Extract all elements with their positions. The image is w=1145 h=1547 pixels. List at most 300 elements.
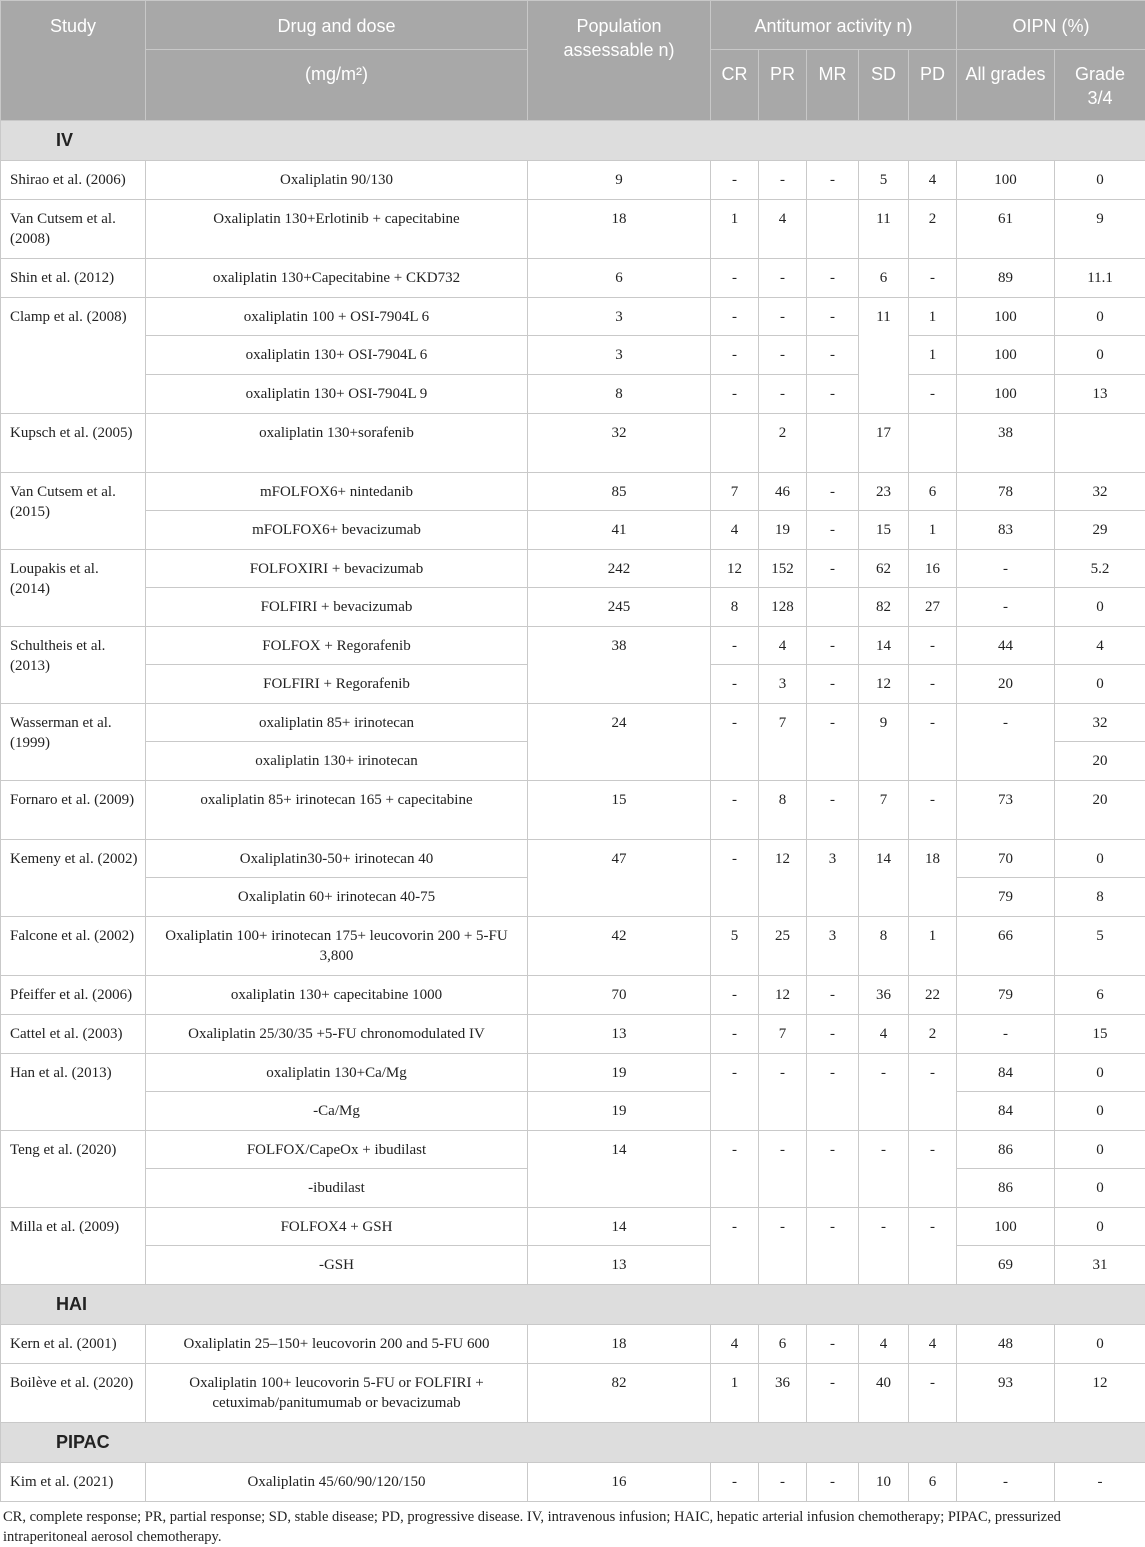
drug-dose-cell: FOLFOXIRI + bevacizumab bbox=[146, 550, 528, 588]
pr-cell: - bbox=[759, 1054, 807, 1131]
study-cell: Kim et al. (2021) bbox=[1, 1463, 146, 1502]
cr-cell: 1 bbox=[711, 200, 759, 259]
section-row-iv bbox=[1, 121, 1145, 161]
col-header-pr: PR bbox=[759, 50, 807, 121]
population-cell: 38 bbox=[528, 627, 711, 704]
drug-dose-cell: Oxaliplatin 60+ irinotecan 40-75 bbox=[146, 878, 528, 917]
oipn-all-grades-cell: 79 bbox=[957, 878, 1055, 917]
table-row bbox=[1, 1054, 1145, 1092]
pr-cell: - bbox=[759, 336, 807, 375]
sd-cell: 23 bbox=[859, 473, 909, 511]
cr-cell: - bbox=[711, 781, 759, 840]
table-row bbox=[1, 704, 1145, 742]
pr-cell: 12 bbox=[759, 976, 807, 1015]
sd-cell: 9 bbox=[859, 704, 909, 781]
population-cell: 3 bbox=[528, 298, 711, 336]
population-cell: 18 bbox=[528, 1325, 711, 1364]
table-row bbox=[1, 336, 1145, 375]
oipn-all-grades-cell: 70 bbox=[957, 840, 1055, 878]
table-row bbox=[1, 550, 1145, 588]
oipn-all-grades-cell: 100 bbox=[957, 336, 1055, 375]
mr-cell: 3 bbox=[807, 840, 859, 917]
mr-cell: - bbox=[807, 781, 859, 840]
pd-cell: 16 bbox=[909, 550, 957, 588]
table-row bbox=[1, 1246, 1145, 1285]
pd-cell: - bbox=[909, 704, 957, 781]
cr-cell: 5 bbox=[711, 917, 759, 976]
drug-dose-cell: -ibudilast bbox=[146, 1169, 528, 1208]
pr-cell: 152 bbox=[759, 550, 807, 588]
study-cell: Van Cutsem et al. (2015) bbox=[1, 473, 146, 550]
section-label: PIPAC bbox=[1, 1423, 1145, 1463]
pr-cell: - bbox=[759, 375, 807, 414]
oipn-grade34-cell: 0 bbox=[1055, 1131, 1145, 1169]
mr-cell: - bbox=[807, 1325, 859, 1364]
cr-cell: - bbox=[711, 161, 759, 200]
drug-dose-cell: FOLFOX4 + GSH bbox=[146, 1208, 528, 1246]
pd-cell: 2 bbox=[909, 200, 957, 259]
pd-cell bbox=[909, 414, 957, 473]
drug-dose-cell: oxaliplatin 130+ capecitabine 1000 bbox=[146, 976, 528, 1015]
pd-cell: 6 bbox=[909, 1463, 957, 1502]
cr-cell: 4 bbox=[711, 1325, 759, 1364]
pd-cell: 1 bbox=[909, 336, 957, 375]
col-header-antitumor: Antitumor activity n) bbox=[711, 1, 957, 50]
oipn-grade34-cell: 0 bbox=[1055, 1169, 1145, 1208]
sd-cell: - bbox=[859, 1054, 909, 1131]
oipn-grade34-cell: 0 bbox=[1055, 161, 1145, 200]
table-body bbox=[1, 121, 1145, 1502]
drug-dose-cell: Oxaliplatin 25/30/35 +5-FU chronomodulated IV bbox=[146, 1015, 528, 1054]
col-header-sd: SD bbox=[859, 50, 909, 121]
cr-cell: - bbox=[711, 840, 759, 917]
table-row bbox=[1, 1463, 1145, 1502]
table-footnote: CR, complete response; PR, partial response; SD, stable disease; PD, progressive disease. IV, intravenous infusion; HAIC, hepatic arterial infusion chemotherapy; PIPAC, pressurized intraperitoneal aerosol chemotherapy. bbox=[0, 1507, 1123, 1547]
oipn-all-grades-cell: 100 bbox=[957, 1208, 1055, 1246]
oipn-all-grades-cell: - bbox=[957, 588, 1055, 627]
population-cell: 6 bbox=[528, 259, 711, 298]
table-row bbox=[1, 473, 1145, 511]
mr-cell: - bbox=[807, 1208, 859, 1285]
pr-cell: 7 bbox=[759, 1015, 807, 1054]
pr-cell: 6 bbox=[759, 1325, 807, 1364]
col-header-grade34: Grade 3/4 bbox=[1055, 50, 1145, 121]
sd-cell: 14 bbox=[859, 840, 909, 917]
population-cell: 41 bbox=[528, 511, 711, 550]
pd-cell: - bbox=[909, 375, 957, 414]
oipn-all-grades-cell: 84 bbox=[957, 1054, 1055, 1092]
section-row-hai bbox=[1, 1285, 1145, 1325]
cr-cell: - bbox=[711, 259, 759, 298]
population-cell: 85 bbox=[528, 473, 711, 511]
oipn-all-grades-cell: 100 bbox=[957, 375, 1055, 414]
sd-cell: 11 bbox=[859, 298, 909, 414]
sd-cell: - bbox=[859, 1131, 909, 1208]
table-row bbox=[1, 840, 1145, 878]
mr-cell: - bbox=[807, 161, 859, 200]
pr-cell: 8 bbox=[759, 781, 807, 840]
oipn-grade34-cell: - bbox=[1055, 1463, 1145, 1502]
oipn-all-grades-cell: 78 bbox=[957, 473, 1055, 511]
oipn-grade34-cell: 0 bbox=[1055, 336, 1145, 375]
mr-cell: - bbox=[807, 511, 859, 550]
cr-cell: - bbox=[711, 1015, 759, 1054]
oipn-all-grades-cell: - bbox=[957, 704, 1055, 781]
oipn-grade34-cell: 0 bbox=[1055, 1092, 1145, 1131]
sd-cell: 5 bbox=[859, 161, 909, 200]
pd-cell: - bbox=[909, 259, 957, 298]
drug-dose-cell: -GSH bbox=[146, 1246, 528, 1285]
sd-cell: 40 bbox=[859, 1364, 909, 1423]
table-row bbox=[1, 1092, 1145, 1131]
sd-cell: 62 bbox=[859, 550, 909, 588]
population-cell: 24 bbox=[528, 704, 711, 781]
pr-cell: - bbox=[759, 161, 807, 200]
mr-cell: - bbox=[807, 1054, 859, 1131]
drug-dose-cell: Oxaliplatin 100+ irinotecan 175+ leucovorin 200 + 5-FU 3,800 bbox=[146, 917, 528, 976]
population-cell: 19 bbox=[528, 1054, 711, 1092]
mr-cell: - bbox=[807, 336, 859, 375]
mr-cell: - bbox=[807, 1131, 859, 1208]
sd-cell: 82 bbox=[859, 588, 909, 627]
cr-cell: - bbox=[711, 1131, 759, 1208]
oipn-grade34-cell: 6 bbox=[1055, 976, 1145, 1015]
population-cell: 242 bbox=[528, 550, 711, 588]
oipn-grade34-cell: 15 bbox=[1055, 1015, 1145, 1054]
pd-cell: - bbox=[909, 627, 957, 665]
mr-cell bbox=[807, 200, 859, 259]
col-header-mr: MR bbox=[807, 50, 859, 121]
drug-dose-cell: FOLFOX/CapeOx + ibudilast bbox=[146, 1131, 528, 1169]
table-row bbox=[1, 1364, 1145, 1423]
pd-cell: - bbox=[909, 1208, 957, 1285]
study-cell: Cattel et al. (2003) bbox=[1, 1015, 146, 1054]
study-cell: Kupsch et al. (2005) bbox=[1, 414, 146, 473]
mr-cell: - bbox=[807, 627, 859, 665]
pr-cell: 46 bbox=[759, 473, 807, 511]
study-cell: Wasserman et al. (1999) bbox=[1, 704, 146, 781]
sd-cell: 36 bbox=[859, 976, 909, 1015]
drug-dose-cell: Oxaliplatin 90/130 bbox=[146, 161, 528, 200]
sd-cell: 6 bbox=[859, 259, 909, 298]
drug-dose-cell: Oxaliplatin 25–150+ leucovorin 200 and 5-FU 600 bbox=[146, 1325, 528, 1364]
oipn-grade34-cell: 20 bbox=[1055, 781, 1145, 840]
oipn-grade34-cell: 4 bbox=[1055, 627, 1145, 665]
study-cell: Teng et al. (2020) bbox=[1, 1131, 146, 1208]
oipn-grade34-cell: 0 bbox=[1055, 1208, 1145, 1246]
sd-cell: 14 bbox=[859, 627, 909, 665]
pr-cell: 7 bbox=[759, 704, 807, 781]
oipn-all-grades-cell: 73 bbox=[957, 781, 1055, 840]
pr-cell: 36 bbox=[759, 1364, 807, 1423]
table-row bbox=[1, 1208, 1145, 1246]
oipn-all-grades-cell: 38 bbox=[957, 414, 1055, 473]
cr-cell: - bbox=[711, 976, 759, 1015]
pr-cell: 25 bbox=[759, 917, 807, 976]
oipn-all-grades-cell: 89 bbox=[957, 259, 1055, 298]
oipn-grade34-cell: 5.2 bbox=[1055, 550, 1145, 588]
study-cell: Van Cutsem et al. (2008) bbox=[1, 200, 146, 259]
oipn-all-grades-cell: 20 bbox=[957, 665, 1055, 704]
table-row bbox=[1, 976, 1145, 1015]
table-row bbox=[1, 1015, 1145, 1054]
oipn-all-grades-cell: 48 bbox=[957, 1325, 1055, 1364]
oipn-all-grades-cell: 83 bbox=[957, 511, 1055, 550]
oipn-grade34-cell: 0 bbox=[1055, 665, 1145, 704]
cr-cell: 12 bbox=[711, 550, 759, 588]
oipn-all-grades-cell: 79 bbox=[957, 976, 1055, 1015]
pd-cell: - bbox=[909, 1131, 957, 1208]
cr-cell: - bbox=[711, 627, 759, 665]
oipn-all-grades-cell: 86 bbox=[957, 1169, 1055, 1208]
study-cell: Loupakis et al. (2014) bbox=[1, 550, 146, 627]
pr-cell: 19 bbox=[759, 511, 807, 550]
population-cell: 245 bbox=[528, 588, 711, 627]
table-row bbox=[1, 781, 1145, 840]
pd-cell: 22 bbox=[909, 976, 957, 1015]
pr-cell: - bbox=[759, 259, 807, 298]
cr-cell: - bbox=[711, 1208, 759, 1285]
sd-cell: 11 bbox=[859, 200, 909, 259]
pd-cell: 6 bbox=[909, 473, 957, 511]
oipn-all-grades-cell: 69 bbox=[957, 1246, 1055, 1285]
pr-cell: 3 bbox=[759, 665, 807, 704]
mr-cell: - bbox=[807, 704, 859, 781]
pd-cell: 27 bbox=[909, 588, 957, 627]
pr-cell: 2 bbox=[759, 414, 807, 473]
population-cell: 14 bbox=[528, 1131, 711, 1208]
drug-dose-cell: mFOLFOX6+ nintedanib bbox=[146, 473, 528, 511]
cr-cell: - bbox=[711, 1054, 759, 1131]
mr-cell: - bbox=[807, 550, 859, 588]
oipn-grade34-cell: 9 bbox=[1055, 200, 1145, 259]
population-cell: 8 bbox=[528, 375, 711, 414]
oipn-grade34-cell: 8 bbox=[1055, 878, 1145, 917]
sd-cell: 10 bbox=[859, 1463, 909, 1502]
oipn-all-grades-cell: 61 bbox=[957, 200, 1055, 259]
cr-cell: - bbox=[711, 336, 759, 375]
pr-cell: 12 bbox=[759, 840, 807, 917]
pd-cell: 1 bbox=[909, 298, 957, 336]
oipn-all-grades-cell: 44 bbox=[957, 627, 1055, 665]
mr-cell bbox=[807, 588, 859, 627]
oipn-all-grades-cell: 100 bbox=[957, 298, 1055, 336]
mr-cell: - bbox=[807, 298, 859, 336]
population-cell: 14 bbox=[528, 1208, 711, 1246]
pr-cell: - bbox=[759, 298, 807, 336]
drug-dose-cell: oxaliplatin 130+ irinotecan bbox=[146, 742, 528, 781]
table-row bbox=[1, 259, 1145, 298]
oipn-all-grades-cell: - bbox=[957, 550, 1055, 588]
cr-cell bbox=[711, 414, 759, 473]
oipn-grade34-cell: 11.1 bbox=[1055, 259, 1145, 298]
study-cell: Boilève et al. (2020) bbox=[1, 1364, 146, 1423]
population-cell: 42 bbox=[528, 917, 711, 976]
population-cell: 47 bbox=[528, 840, 711, 917]
oipn-all-grades-cell: - bbox=[957, 1015, 1055, 1054]
population-cell: 3 bbox=[528, 336, 711, 375]
cr-cell: 4 bbox=[711, 511, 759, 550]
pd-cell: - bbox=[909, 665, 957, 704]
drug-dose-cell: oxaliplatin 130+Capecitabine + CKD732 bbox=[146, 259, 528, 298]
drug-dose-cell: Oxaliplatin 130+Erlotinib + capecitabine bbox=[146, 200, 528, 259]
table-row bbox=[1, 161, 1145, 200]
oipn-grade34-cell bbox=[1055, 414, 1145, 473]
drug-dose-cell: oxaliplatin 85+ irinotecan 165 + capecitabine bbox=[146, 781, 528, 840]
mr-cell: - bbox=[807, 375, 859, 414]
population-cell: 32 bbox=[528, 414, 711, 473]
oipn-grade34-cell: 12 bbox=[1055, 1364, 1145, 1423]
col-header-cr: CR bbox=[711, 50, 759, 121]
oipn-grade34-cell: 0 bbox=[1055, 588, 1145, 627]
study-cell: Kemeny et al. (2002) bbox=[1, 840, 146, 917]
oipn-grade34-cell: 5 bbox=[1055, 917, 1145, 976]
cr-cell: - bbox=[711, 1463, 759, 1502]
oipn-all-grades-cell: 93 bbox=[957, 1364, 1055, 1423]
oipn-grade34-cell: 0 bbox=[1055, 840, 1145, 878]
cr-cell: - bbox=[711, 375, 759, 414]
cr-cell: 1 bbox=[711, 1364, 759, 1423]
table-row bbox=[1, 917, 1145, 976]
study-cell: Shirao et al. (2006) bbox=[1, 161, 146, 200]
population-cell: 13 bbox=[528, 1246, 711, 1285]
section-label: IV bbox=[1, 121, 1145, 161]
mr-cell bbox=[807, 414, 859, 473]
study-cell: Clamp et al. (2008) bbox=[1, 298, 146, 414]
population-cell: 19 bbox=[528, 1092, 711, 1131]
cr-cell: - bbox=[711, 704, 759, 781]
table-row bbox=[1, 200, 1145, 259]
pd-cell: 4 bbox=[909, 1325, 957, 1364]
mr-cell: - bbox=[807, 1364, 859, 1423]
drug-dose-cell: FOLFIRI + Regorafenib bbox=[146, 665, 528, 704]
pr-cell: 128 bbox=[759, 588, 807, 627]
drug-dose-cell: FOLFOX + Regorafenib bbox=[146, 627, 528, 665]
study-cell: Milla et al. (2009) bbox=[1, 1208, 146, 1285]
oipn-grade34-cell: 0 bbox=[1055, 1325, 1145, 1364]
drug-dose-cell: oxaliplatin 130+ OSI-7904L 6 bbox=[146, 336, 528, 375]
col-header-all-grades: All grades bbox=[957, 50, 1055, 121]
drug-dose-cell: mFOLFOX6+ bevacizumab bbox=[146, 511, 528, 550]
pd-cell: 18 bbox=[909, 840, 957, 917]
drug-dose-cell: -Ca/Mg bbox=[146, 1092, 528, 1131]
drug-dose-cell: Oxaliplatin 45/60/90/120/150 bbox=[146, 1463, 528, 1502]
drug-dose-cell: oxaliplatin 130+sorafenib bbox=[146, 414, 528, 473]
oipn-grade34-cell: 20 bbox=[1055, 742, 1145, 781]
sd-cell: 12 bbox=[859, 665, 909, 704]
drug-dose-cell: Oxaliplatin30-50+ irinotecan 40 bbox=[146, 840, 528, 878]
population-cell: 70 bbox=[528, 976, 711, 1015]
oipn-grade34-cell: 0 bbox=[1055, 1054, 1145, 1092]
col-header-pd: PD bbox=[909, 50, 957, 121]
sd-cell: 15 bbox=[859, 511, 909, 550]
table-row bbox=[1, 414, 1145, 473]
cr-cell: - bbox=[711, 298, 759, 336]
sd-cell: 17 bbox=[859, 414, 909, 473]
col-header-drug-dose-unit: (mg/m²) bbox=[146, 50, 528, 121]
pd-cell: 4 bbox=[909, 161, 957, 200]
study-cell: Han et al. (2013) bbox=[1, 1054, 146, 1131]
population-cell: 9 bbox=[528, 161, 711, 200]
table-row bbox=[1, 375, 1145, 414]
oipn-grade34-cell: 31 bbox=[1055, 1246, 1145, 1285]
mr-cell: 3 bbox=[807, 917, 859, 976]
sd-cell: 7 bbox=[859, 781, 909, 840]
oipn-all-grades-cell: 66 bbox=[957, 917, 1055, 976]
table-row bbox=[1, 588, 1145, 627]
population-cell: 82 bbox=[528, 1364, 711, 1423]
study-cell: Schultheis et al. (2013) bbox=[1, 627, 146, 704]
drug-dose-cell: Oxaliplatin 100+ leucovorin 5-FU or FOLFIRI + cetuximab/panitumumab or bevacizumab bbox=[146, 1364, 528, 1423]
table-row bbox=[1, 1325, 1145, 1364]
sd-cell: - bbox=[859, 1208, 909, 1285]
sd-cell: 8 bbox=[859, 917, 909, 976]
drug-dose-cell: oxaliplatin 130+Ca/Mg bbox=[146, 1054, 528, 1092]
table-row bbox=[1, 627, 1145, 665]
drug-dose-cell: oxaliplatin 130+ OSI-7904L 9 bbox=[146, 375, 528, 414]
sd-cell: 4 bbox=[859, 1325, 909, 1364]
mr-cell: - bbox=[807, 1015, 859, 1054]
pd-cell: 1 bbox=[909, 917, 957, 976]
drug-dose-cell: oxaliplatin 100 + OSI-7904L 6 bbox=[146, 298, 528, 336]
study-cell: Pfeiffer et al. (2006) bbox=[1, 976, 146, 1015]
pd-cell: - bbox=[909, 1364, 957, 1423]
cr-cell: - bbox=[711, 665, 759, 704]
section-label: HAI bbox=[1, 1285, 1145, 1325]
pr-cell: 4 bbox=[759, 627, 807, 665]
table-header bbox=[1, 1, 1145, 121]
pd-cell: - bbox=[909, 781, 957, 840]
oipn-grade34-cell: 32 bbox=[1055, 704, 1145, 742]
table-row bbox=[1, 298, 1145, 336]
col-header-drug-dose: Drug and dose bbox=[146, 1, 528, 50]
drug-dose-cell: oxaliplatin 85+ irinotecan bbox=[146, 704, 528, 742]
oipn-grade34-cell: 13 bbox=[1055, 375, 1145, 414]
pr-cell: - bbox=[759, 1463, 807, 1502]
pr-cell: 4 bbox=[759, 200, 807, 259]
study-cell: Kern et al. (2001) bbox=[1, 1325, 146, 1364]
sd-cell: 4 bbox=[859, 1015, 909, 1054]
cr-cell: 8 bbox=[711, 588, 759, 627]
population-cell: 16 bbox=[528, 1463, 711, 1502]
population-cell: 15 bbox=[528, 781, 711, 840]
oipn-all-grades-cell: 84 bbox=[957, 1092, 1055, 1131]
table-row bbox=[1, 511, 1145, 550]
oipn-all-grades-cell: 86 bbox=[957, 1131, 1055, 1169]
mr-cell: - bbox=[807, 1463, 859, 1502]
cr-cell: 7 bbox=[711, 473, 759, 511]
pr-cell: - bbox=[759, 1208, 807, 1285]
col-header-oipn: OIPN (%) bbox=[957, 1, 1145, 50]
col-header-population: Population assessable n) bbox=[528, 1, 711, 121]
population-cell: 13 bbox=[528, 1015, 711, 1054]
oipn-grade34-cell: 0 bbox=[1055, 298, 1145, 336]
mr-cell: - bbox=[807, 976, 859, 1015]
study-cell: Fornaro et al. (2009) bbox=[1, 781, 146, 840]
drug-dose-cell: FOLFIRI + bevacizumab bbox=[146, 588, 528, 627]
study-cell: Shin et al. (2012) bbox=[1, 259, 146, 298]
col-header-study: Study bbox=[1, 1, 146, 121]
oipn-all-grades-cell: - bbox=[957, 1463, 1055, 1502]
pd-cell: 1 bbox=[909, 511, 957, 550]
study-cell: Falcone et al. (2002) bbox=[1, 917, 146, 976]
mr-cell: - bbox=[807, 665, 859, 704]
oipn-grade34-cell: 32 bbox=[1055, 473, 1145, 511]
pd-cell: 2 bbox=[909, 1015, 957, 1054]
mr-cell: - bbox=[807, 473, 859, 511]
oipn-all-grades-cell: 100 bbox=[957, 161, 1055, 200]
mr-cell: - bbox=[807, 259, 859, 298]
